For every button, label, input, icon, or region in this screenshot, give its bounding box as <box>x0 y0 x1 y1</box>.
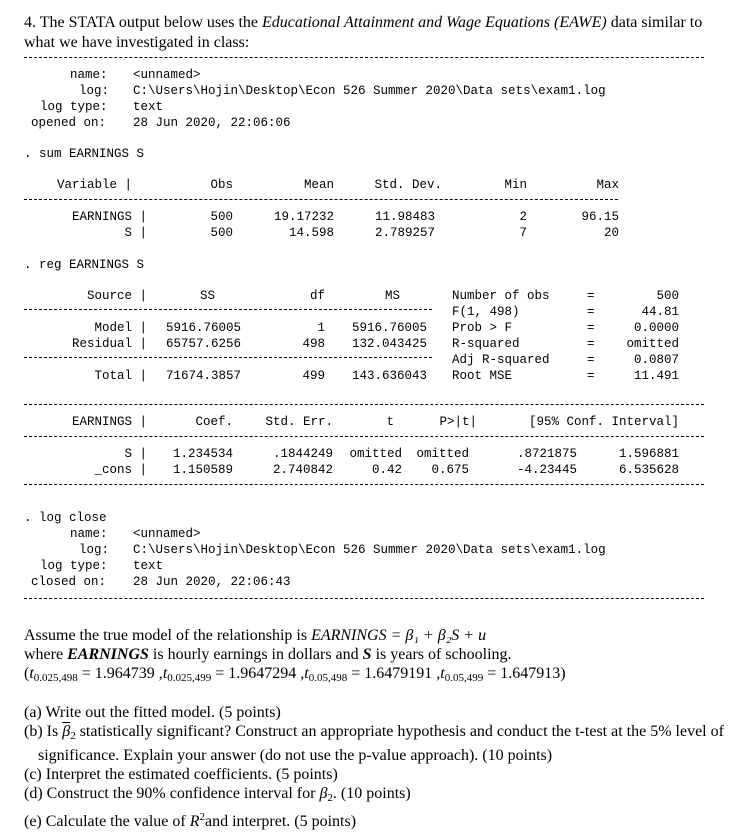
part-b <box>24 722 724 765</box>
stat-value: 500 <box>656 289 679 303</box>
divider <box>24 309 432 310</box>
table-cell: S | <box>124 226 147 240</box>
stat-eq: = <box>587 289 595 303</box>
table-cell: 14.598 <box>288 226 334 240</box>
log-path: C:\Users\Hojin\Desktop\Econ 526 Summer 2020\Data sets\exam1.log <box>133 84 606 98</box>
closed-label: closed on: <box>31 575 107 589</box>
log-type-value: text <box>133 100 164 114</box>
divider <box>24 199 618 200</box>
crit-t: t <box>162 665 168 682</box>
header-ms: MS <box>384 289 400 303</box>
header-conf-interval: [95% Conf. Interval] <box>528 415 679 429</box>
crit-t: t <box>440 665 445 682</box>
header-max: Max <box>596 178 619 192</box>
stat-eq: = <box>587 337 595 351</box>
table-cell: 2.789257 <box>374 226 435 240</box>
header-depvar: EARNINGS | <box>71 415 147 429</box>
model-description <box>24 626 724 688</box>
crit-t: t <box>29 665 34 682</box>
header-mean: Mean <box>303 178 334 192</box>
closed-value: 28 Jun 2020, 22:06:43 <box>133 575 291 589</box>
header-df: df <box>309 289 325 303</box>
intro-prefix: 4. The STATA output below uses the <box>24 14 263 31</box>
where-mid: is hourly earnings in dollars and <box>148 646 363 663</box>
table-cell: omitted <box>416 447 469 461</box>
table-cell: 5916.76005 <box>351 321 427 335</box>
beta-sub: 2 <box>70 730 76 742</box>
table-cell: 1.234534 <box>172 447 233 461</box>
header-min: Min <box>504 178 527 192</box>
stat-label: Prob > F <box>452 321 513 335</box>
crit-value: = 1.9647294 , <box>215 665 305 682</box>
table-cell: S | <box>124 447 147 461</box>
table-cell: .8721875 <box>516 447 577 461</box>
table-cell: 1.150589 <box>172 463 233 477</box>
table-cell: 498 <box>302 337 325 351</box>
log-label: log: <box>79 543 110 557</box>
part-e-prefix: (e) Calculate the value of <box>24 813 190 830</box>
header-std-dev: Std. Dev. <box>374 178 442 192</box>
stat-value: 0.0000 <box>633 321 679 335</box>
intro-dataset-name: Educational Attainment and Wage Equations (EAWE) <box>262 14 607 31</box>
name-value: <unnamed> <box>133 68 201 82</box>
r-sup: 2 <box>199 811 205 823</box>
table-cell: 71674.3857 <box>165 369 241 383</box>
table-cell: 96.15 <box>581 210 619 224</box>
table-cell: 11.98483 <box>374 210 435 224</box>
log-type-label: log type: <box>40 559 108 573</box>
log-label: log: <box>79 84 110 98</box>
intro-suffix: data similar to what we have investigated in class: <box>24 14 703 51</box>
table-cell: omitted <box>349 447 402 461</box>
stat-eq: = <box>587 305 595 319</box>
question-intro <box>24 13 724 53</box>
table-cell: 6.535628 <box>618 463 679 477</box>
part-c: (c) Interpret the estimated coefficients. (5 points) <box>24 766 338 783</box>
crit-sub: 0.05,499 <box>444 672 484 684</box>
header-ss: SS <box>200 289 216 303</box>
stat-label: R-squared <box>452 337 520 351</box>
stat-label: F(1, 498) <box>452 305 520 319</box>
stat-label: Root MSE <box>452 369 513 383</box>
name-value: <unnamed> <box>133 527 201 541</box>
stat-eq: = <box>587 353 595 367</box>
table-cell: 499 <box>302 369 325 383</box>
divider <box>24 404 704 405</box>
crit-sub: 0.025,498 <box>33 672 78 684</box>
name-label: name: <box>70 527 108 541</box>
stat-value: omitted <box>626 337 679 351</box>
table-cell: 2.740842 <box>272 463 333 477</box>
crit-sub: 0.05,498 <box>308 672 348 684</box>
crit-value: = 1.964739 , <box>81 665 163 682</box>
stat-eq: = <box>587 369 595 383</box>
table-cell: 132.043425 <box>351 337 427 351</box>
table-cell: 19.17232 <box>273 210 334 224</box>
table-cell: EARNINGS | <box>71 210 147 224</box>
stat-value: 0.0807 <box>633 353 679 367</box>
crit-sub: 0.025,499 <box>167 672 212 684</box>
header-p: P>|t| <box>439 415 477 429</box>
table-cell: _cons | <box>94 463 147 477</box>
part-d-suffix: . (10 points) <box>332 785 411 802</box>
divider <box>24 484 704 485</box>
log-type-value: text <box>133 559 164 573</box>
table-cell: 5916.76005 <box>165 321 241 335</box>
part-d <box>24 784 724 808</box>
log-type-label: log type: <box>40 100 108 114</box>
beta: β <box>319 785 328 802</box>
r-squared: R <box>189 813 200 830</box>
where-suffix: is years of schooling. <box>371 646 512 663</box>
table-cell: 20 <box>603 226 619 240</box>
part-b-prefix: (b) Is <box>24 723 63 740</box>
table-cell: 500 <box>210 210 233 224</box>
table-cell: 1 <box>317 321 325 335</box>
reg-command: . reg EARNINGS S <box>24 258 145 272</box>
opened-label: opened on: <box>31 116 107 130</box>
part-e-suffix: and interpret. (5 points) <box>204 813 357 830</box>
crit-t: t <box>304 665 309 682</box>
header-obs: Obs <box>210 178 233 192</box>
table-cell: Model | <box>94 321 147 335</box>
divider <box>24 598 704 599</box>
stat-label: Number of obs <box>452 289 550 303</box>
beta-hat: $\overline{\beta}$ <box>62 723 71 740</box>
table-cell: 0.42 <box>371 463 402 477</box>
stat-value: 11.491 <box>633 369 679 383</box>
var-earnings: EARNINGS <box>67 646 149 663</box>
table-cell: 65757.6256 <box>165 337 241 351</box>
critical-values: ($t_{0.025,498} = 1.964739$ $,t_{0.025,499} = 1.9647294$ $,t_{0.05,498} = 1.6479191$ $,t_{0.05,499} = 1.647913$) <box>24 665 566 684</box>
table-cell: -4.23445 <box>516 463 577 477</box>
divider <box>24 357 432 358</box>
table-cell: 500 <box>210 226 233 240</box>
header-coef: Coef. <box>195 415 233 429</box>
header-variable: Variable | <box>57 178 133 192</box>
beta-sub: 2 <box>327 792 333 804</box>
part-a: (a) Write out the fitted model. (5 points) <box>24 704 281 721</box>
part-e <box>24 808 724 831</box>
stat-value: 44.81 <box>641 305 679 319</box>
stat-label: Adj R-squared <box>452 353 550 367</box>
part-b-suffix: statistically significant? Construct an appropriate hypothesis and conduct the t-test at the 5% level of significance. Explain your answer (do not use the p-value approach). (10 points) <box>38 723 724 764</box>
sum-command: . sum EARNINGS S <box>24 147 145 161</box>
opened-value: 28 Jun 2020, 22:06:06 <box>133 116 291 130</box>
var-s: S <box>362 646 372 663</box>
header-source: Source | <box>86 289 147 303</box>
table-cell: 0.675 <box>431 463 469 477</box>
log-path: C:\Users\Hojin\Desktop\Econ 526 Summer 2020\Data sets\exam1.log <box>133 543 606 557</box>
divider <box>24 436 704 437</box>
part-d-prefix: (d) Construct the 90% confidence interval for <box>24 785 320 802</box>
model-assume: Assume the true model of the relationship is <box>24 627 312 644</box>
crit-value: = 1.647913) <box>487 665 566 682</box>
table-cell: .1844249 <box>272 447 333 461</box>
where-prefix: where <box>24 646 68 663</box>
divider <box>24 57 704 58</box>
stat-eq: = <box>587 321 595 335</box>
header-t: t <box>386 415 394 429</box>
table-cell: 7 <box>519 226 527 240</box>
header-std-err: Std. Err. <box>265 415 333 429</box>
log-close-command: . log close <box>24 511 107 525</box>
crit-value: = 1.6479191 , <box>351 665 441 682</box>
table-cell: Residual | <box>71 337 147 351</box>
question-parts <box>24 703 724 831</box>
name-label: name: <box>70 68 108 82</box>
table-cell: 2 <box>519 210 527 224</box>
model-equation: EARNINGS = β₁ + β₂S + u <box>311 627 487 644</box>
table-cell: 1.596881 <box>618 447 679 461</box>
table-cell: 143.636043 <box>351 369 427 383</box>
table-cell: Total | <box>94 369 147 383</box>
